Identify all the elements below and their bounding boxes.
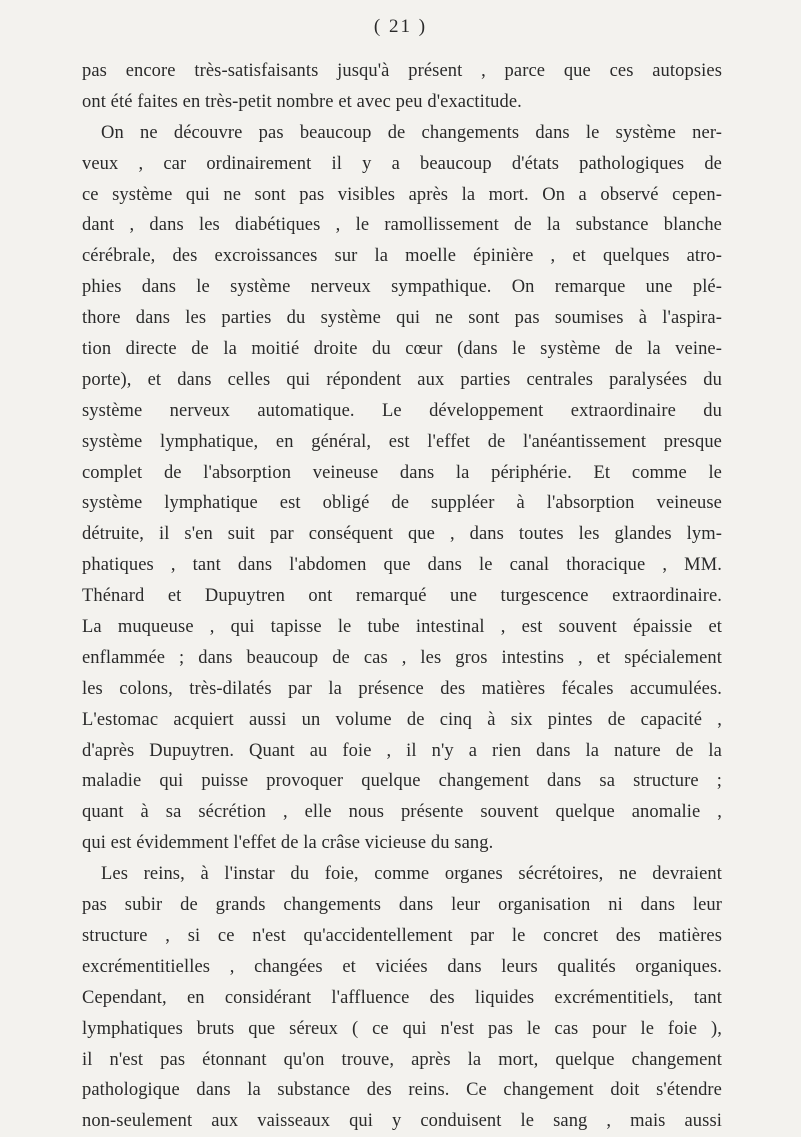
text-line: On ne découvre pas beaucoup de changements dans le système ner- bbox=[101, 122, 722, 143]
text-line: thore dans les parties du système qui ne sont pas soumises à l'aspira- bbox=[82, 308, 722, 329]
text-line: système lymphatique est obligé de suppléer à l'absorption veineuse bbox=[82, 493, 722, 514]
text-line: lymphatiques bruts que séreux ( ce qui n'est pas le cas pour le foie ), bbox=[82, 1018, 722, 1039]
text-line: structure , si ce n'est qu'accidentellement par le concret des matières bbox=[82, 925, 722, 946]
text-line: pas subir de grands changements dans leur organisation ni dans leur bbox=[82, 895, 722, 916]
text-line: maladie qui puisse provoquer quelque changement dans sa structure ; bbox=[82, 771, 722, 792]
text-line: tion directe de la moitié droite du cœur (dans le système de la veine- bbox=[82, 339, 722, 360]
text-line: non-seulement aux vaisseaux qui y conduisent le sang , mais aussi bbox=[82, 1111, 722, 1132]
text-line: phatiques , tant dans l'abdomen que dans le canal thoracique , MM. bbox=[82, 555, 722, 576]
text-line: porte), et dans celles qui répondent aux parties centrales paralysées du bbox=[82, 369, 722, 390]
text-line: excrémentitielles , changées et viciées dans leurs qualités organiques. bbox=[82, 956, 722, 977]
text-line: qui est évidemment l'effet de la crâse vicieuse du sang. bbox=[82, 833, 494, 854]
text-line: détruite, il s'en suit par conséquent que , dans toutes les glandes lym- bbox=[82, 524, 722, 545]
text-line: les colons, très-dilatés par la présence des matières fécales accumulées. bbox=[82, 678, 722, 699]
text-line: pathologique dans la substance des reins. Ce changement doit s'étendre bbox=[82, 1080, 722, 1101]
text-line: il n'est pas étonnant qu'on trouve, après la mort, quelque changement bbox=[82, 1049, 722, 1070]
text-line: système lymphatique, en général, est l'effet de l'anéantissement presque bbox=[82, 431, 722, 452]
text-line: La muqueuse , qui tapisse le tube intestinal , est souvent épaissie et bbox=[82, 617, 722, 638]
text-line: Thénard et Dupuytren ont remarqué une turgescence extraordinaire. bbox=[82, 586, 722, 607]
text-line: ce système qui ne sont pas visibles après la mort. On a observé cepen- bbox=[82, 184, 722, 205]
body-text bbox=[82, 56, 722, 1137]
text-line: quant à sa sécrétion , elle nous présente souvent quelque anomalie , bbox=[82, 802, 722, 823]
text-line: phies dans le système nerveux sympathique. On remarque une plé- bbox=[82, 277, 722, 298]
text-line: d'après Dupuytren. Quant au foie , il n'y a rien dans la nature de la bbox=[82, 740, 722, 761]
text-line: veux , car ordinairement il y a beaucoup d'états pathologiques de bbox=[82, 153, 722, 174]
text-line: cérébrale, des excroissances sur la moelle épinière , et quelques atro- bbox=[82, 246, 722, 267]
page-number: ( 21 ) bbox=[373, 16, 428, 37]
text-line: système nerveux automatique. Le développement extraordinaire du bbox=[82, 400, 722, 421]
text-line: dant , dans les diabétiques , le ramollissement de la substance blanche bbox=[82, 215, 722, 236]
text-line: pas encore très-satisfaisants jusqu'à présent , parce que ces autopsies bbox=[82, 61, 722, 81]
text-line: ont été faites en très-petit nombre et avec peu d'exactitude. bbox=[82, 91, 522, 112]
text-line: L'estomac acquiert aussi un volume de cinq à six pintes de capacité , bbox=[82, 709, 722, 730]
text-line: Les reins, à l'instar du foie, comme organes sécrétoires, ne devraient bbox=[101, 864, 722, 885]
text-line: enflammée ; dans beaucoup de cas , les gros intestins , et spécialement bbox=[82, 647, 722, 668]
text-line: Cependant, en considérant l'affluence des liquides excrémentitiels, tant bbox=[82, 987, 722, 1008]
text-line: complet de l'absorption veineuse dans la périphérie. Et comme le bbox=[82, 462, 722, 483]
